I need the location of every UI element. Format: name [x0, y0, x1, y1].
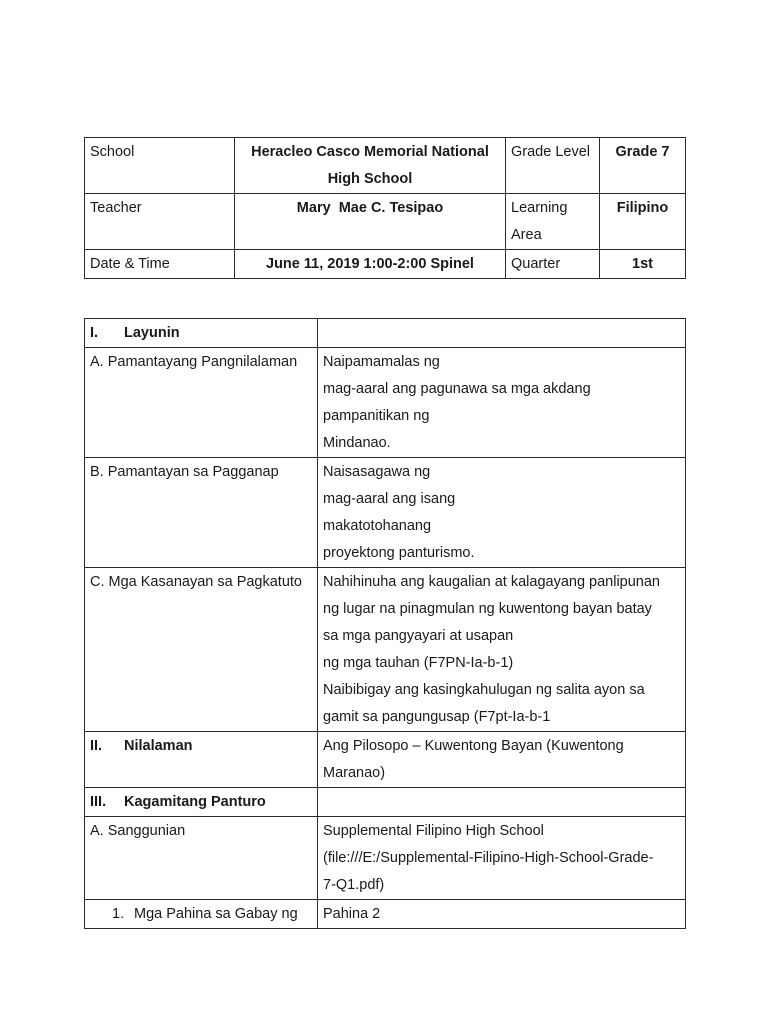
kagamitang-panturo-heading: [85, 788, 318, 817]
school-value: Heracleo Casco Memorial National High School: [235, 138, 506, 194]
mga-kasanayan-label: C. Mga Kasanayan sa Pagkatuto: [85, 568, 318, 732]
text-line: Naisasagawa ng: [323, 464, 431, 480]
competency-code: (F7pt-Ia-b-1: [473, 709, 551, 725]
kagamitang-panturo-row: [85, 788, 686, 817]
date-time-value: June 11, 2019 1:00-2:00 Spinel: [235, 250, 506, 279]
nilalaman-value: [318, 732, 686, 788]
layunin-empty-cell: [318, 319, 686, 348]
pamantayang-pangnilalaman-label: A. Pamantayang Pangnilalaman: [85, 348, 318, 458]
mga-kasanayan-row: [85, 568, 686, 732]
pamantayan-sa-pagganap-label: B. Pamantayan sa Pagganap: [85, 458, 318, 568]
nilalaman-label: Nilalaman: [124, 738, 193, 754]
teacher-value: Mary Mae C. Tesipao: [235, 194, 506, 250]
text-line: Maranao): [323, 765, 386, 781]
learning-area-value: Filipino: [600, 194, 686, 250]
text-line: ng lugar na pinagmulan ng kuwentong bayan batay: [323, 601, 652, 617]
text-line: pampanitikan ng: [323, 408, 430, 424]
text-line: [323, 704, 680, 731]
teacher-label: Teacher: [85, 194, 235, 250]
nilalaman-heading: [85, 732, 318, 788]
gabay-label-cell: [85, 900, 318, 929]
sanggunian-row: [85, 817, 686, 900]
school-label: School: [85, 138, 235, 194]
kagamitang-panturo-empty-cell: [318, 788, 686, 817]
file-link-text: (file:///E:/Supplemental-Filipino-High-School-Grade-: [323, 850, 654, 866]
gabay-number: 1.: [112, 906, 125, 922]
quarter-value: 1st: [600, 250, 686, 279]
kagamitang-panturo-number: III.: [90, 794, 107, 810]
gabay-row: [85, 900, 686, 929]
text-line: Naipamamalas ng: [323, 354, 440, 370]
text-line: Supplemental Filipino High School: [323, 823, 544, 839]
nilalaman-row: [85, 732, 686, 788]
text-line: proyektong panturismo.: [323, 545, 475, 561]
nilalaman-number: II.: [90, 738, 103, 754]
competency-code: (F7PN-Ia-b-1): [423, 655, 514, 671]
header-info-table: [84, 137, 686, 279]
pamantayang-pangnilalaman-value: [318, 348, 686, 458]
layunin-label: Layunin: [124, 325, 180, 341]
pamantayan-sa-pagganap-value: [318, 458, 686, 568]
text-line: mag-aaral ang isang: [323, 491, 456, 507]
text-fragment: ng mga tauhan: [323, 655, 424, 671]
grade-level-value: Grade 7: [600, 138, 686, 194]
sanggunian-label: A. Sanggunian: [85, 817, 318, 900]
text-line: Nahihinuha ang kaugalian at kalagayang panlipunan: [323, 574, 660, 590]
gabay-value: Pahina 2: [318, 900, 686, 929]
sanggunian-value: [318, 817, 686, 900]
learning-area-label: Learning Area: [506, 194, 600, 250]
text-fragment: gamit sa pangungusap: [323, 709, 474, 725]
text-line: sa mga pangyayari at usapan: [323, 628, 514, 644]
mga-kasanayan-value: [318, 568, 686, 732]
kagamitang-panturo-label: Kagamitang Panturo: [124, 794, 266, 810]
grade-level-label: Grade Level: [506, 138, 600, 194]
gabay-label: Mga Pahina sa Gabay ng: [134, 906, 298, 922]
date-time-label: Date & Time: [85, 250, 235, 279]
date-time-row: [85, 250, 686, 279]
quarter-label: Quarter: [506, 250, 600, 279]
layunin-heading: [85, 319, 318, 348]
teacher-row: [85, 194, 686, 250]
text-line: Ang Pilosopo – Kuwentong Bayan (Kuwentong: [323, 738, 624, 754]
text-line: [323, 650, 680, 677]
text-line: makatotohanang: [323, 518, 432, 534]
text-line: Mindanao.: [323, 435, 391, 451]
file-link-text: 7-Q1.pdf): [323, 877, 385, 893]
pamantayan-sa-pagganap-row: [85, 458, 686, 568]
layunin-row: [85, 319, 686, 348]
lesson-plan-table: [84, 318, 686, 929]
layunin-number: I.: [90, 325, 99, 341]
text-line: mag-aaral ang pagunawa sa mga akdang: [323, 381, 591, 397]
text-line: Naibibigay ang kasingkahulugan ng salita ayon sa: [323, 682, 645, 698]
pamantayang-pangnilalaman-row: [85, 348, 686, 458]
school-row: [85, 138, 686, 194]
